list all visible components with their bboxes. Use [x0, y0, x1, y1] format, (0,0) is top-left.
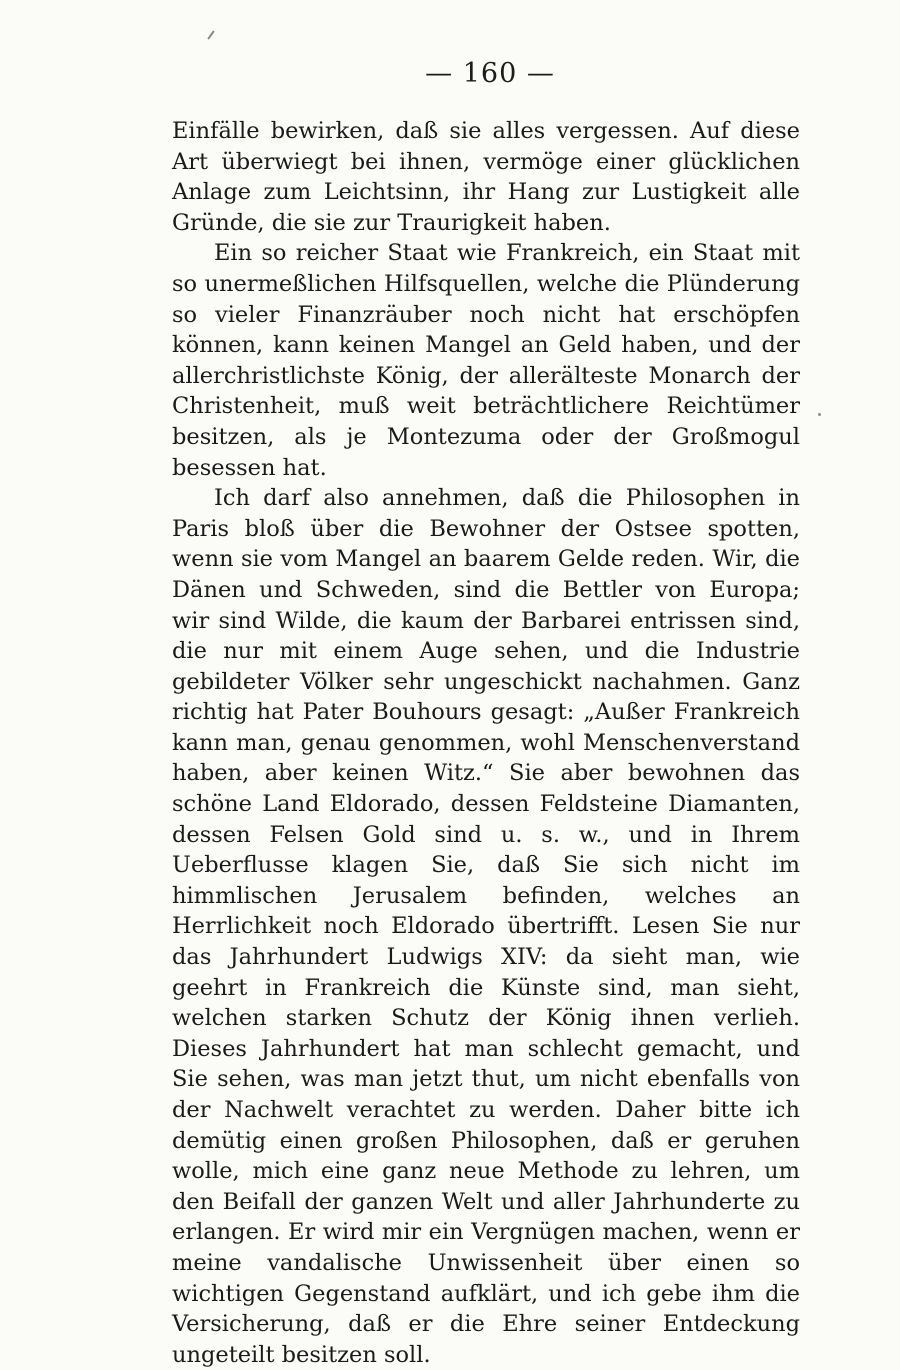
- paragraph-3: Ich darf also annehmen, daß die Philosophen in Paris bloß über die Bewohner der Ostsee spotten, wenn sie vom Mangel an baarem Gelde reden. Wir, die Dänen und Schweden, sind die Bettler von Europa; wir sind Wilde, die kaum der Barbarei entrissen sind, die nur mit einem Auge sehen, und die Industrie gebildeter Völker sehr ungeschickt nachahmen. Ganz richtig hat Pater Bouhours gesagt: „Außer Frankreich kann man, genau genommen, wohl Menschenverstand haben, aber keinen Witz.“ Sie aber bewohnen das schöne Land Eldorado, dessen Feldsteine Diamanten, dessen Felsen Gold sind u. s. w., und in Ihrem Ueberflusse klagen Sie, daß Sie sich nicht im himmlischen Jerusalem befinden, welches an Herrlichkeit noch Eldorado übertrifft. Lesen Sie nur das Jahrhundert Ludwigs XIV: da sieht man, wie geehrt in Frankreich die Künste sind, man sieht, welchen starken Schutz der König ihnen verlieh. Dieses Jahrhundert hat man schlecht gemacht, und Sie sehen, was man jetzt thut, um nicht ebenfalls von der Nachwelt verachtet zu werden. Daher bitte ich demütig einen großen Philosophen, daß er geruhen wolle, mich eine ganz neue Methode zu lehren, um den Beifall der ganzen Welt und aller Jahrhunderte zu erlangen. Er wird mir ein Vergnügen machen, wenn er meine vandalische Unwissenheit über einen so wichtigen Gegenstand aufklärt, und ich gebe ihm die Versicherung, daß er die Ehre seiner Entdeckung ungeteilt besitzen soll.: [172, 485, 800, 1368]
- paragraph-2: Ein so reicher Staat wie Frankreich, ein Staat mit so unermeßlichen Hilfsquellen, welche die Plünderung so vieler Finanzräuber noch nicht hat erschöpfen können, kann keinen Mangel an Geld haben, und der allerchristlichste König, der allerälteste Monarch der Christenheit, muß weit beträchtlichere Reichtümer besitzen, als je Montezuma oder der Großmogul besessen hat.: [172, 240, 800, 481]
- paragraph-1: Einfälle bewirken, daß sie alles vergessen. Auf diese Art überwiegt bei ihnen, vermöge einer glücklichen Anlage zum Leichtsinn, ihr Hang zur Lustigkeit alle Gründe, die sie zur Traurigkeit haben.: [172, 118, 800, 236]
- page-number: — 160 —: [425, 58, 555, 89]
- pencil-mark: [207, 30, 214, 39]
- body-text: [172, 116, 800, 1370]
- ink-speck: [818, 413, 821, 416]
